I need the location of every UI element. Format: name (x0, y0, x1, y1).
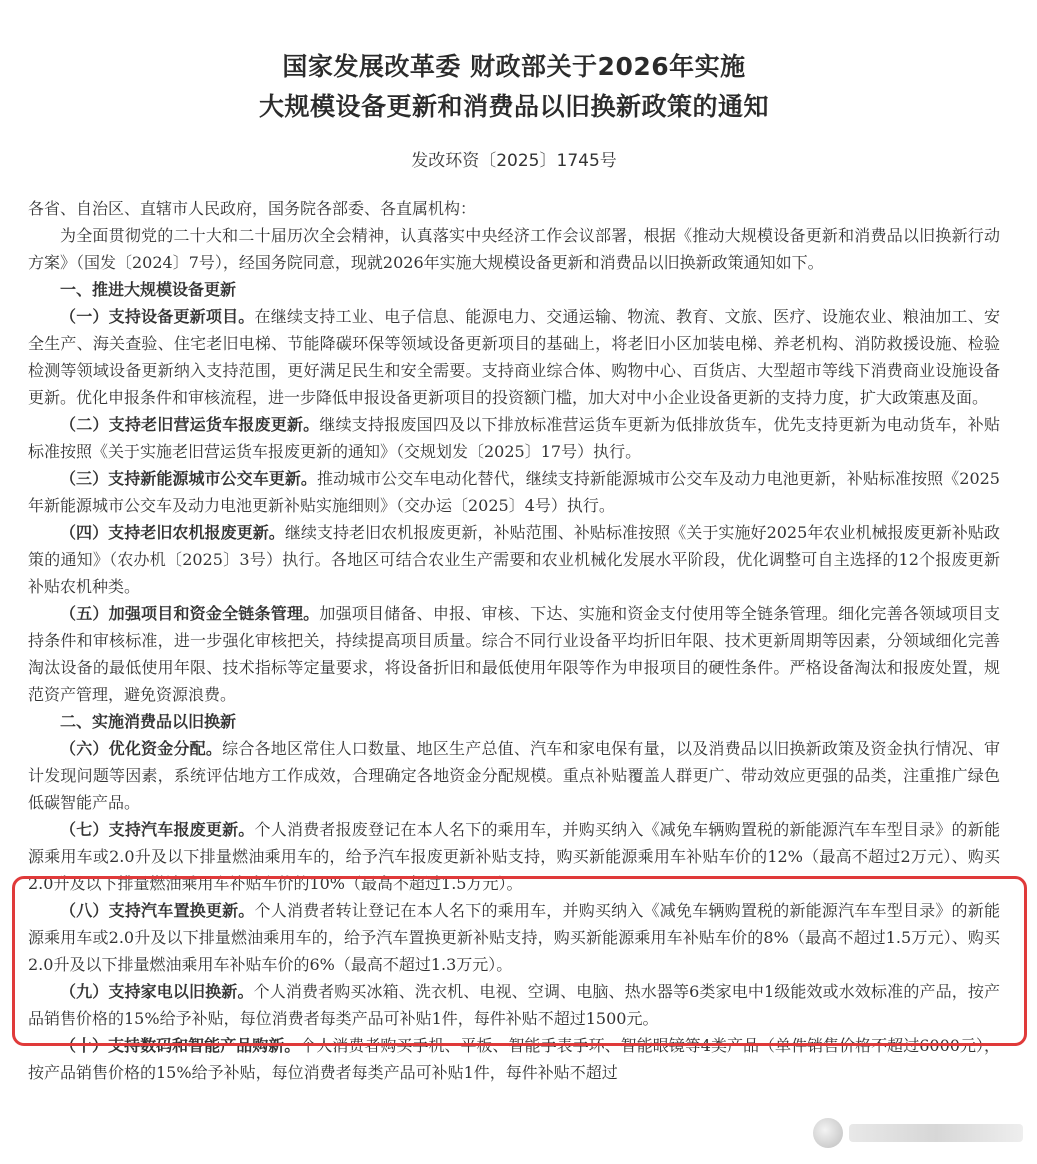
section-1-title: 一、推进大规模设备更新 (60, 280, 237, 299)
paragraph-6-body: 综合各地区常住人口数量、地区生产总值、汽车和家电保有量，以及消费品以旧换新政策及资金执行情况、审计发现问题等因素，系统评估地方工作成效，合理确定各地资金分配规模。重点补贴覆盖人群更广、带动效应更强的品类，注重推广绿色低碳智能产品。 (28, 739, 1000, 812)
paragraph-4-heading: （四）支持老旧农机报废更新。 (60, 523, 285, 542)
salutation: 各省、自治区、直辖市人民政府，国务院各部委、各直属机构： (28, 199, 477, 218)
document (28, 0, 1000, 1086)
paragraph-4 (28, 519, 1000, 600)
paragraph-3 (28, 465, 1000, 519)
paragraph-1-heading: （一）支持设备更新项目。 (60, 307, 255, 326)
paragraph-1-body: 在继续支持工业、电子信息、能源电力、交通运输、物流、教育、文旅、医疗、设施农业、粮油加工、安全生产、海关查验、住宅老旧电梯、节能降碳环保等领域设备更新项目的基础上，将老旧小区加装电梯、养老机构、消防救援设施、检验检测等领域设备更新纳入支持范围，更好满足民生和安全需要。支持商业综合体、购物中心、百货店、大型超市等线下消费商业设施设备更新。优化申报条件和审核流程，进一步降低申报设备更新项目的投资额门槛，加大对中小企业设备更新的支持力度，扩大政策惠及面。 (28, 307, 1000, 407)
watermark (813, 1116, 1023, 1150)
paragraph-5-heading: （五）加强项目和资金全链条管理。 (60, 604, 320, 623)
section-2-title: 二、实施消费品以旧换新 (60, 712, 237, 731)
paragraph-1 (28, 303, 1000, 411)
paragraph-5 (28, 600, 1000, 708)
paragraph-7-heading: （七）支持汽车报废更新。 (60, 820, 255, 839)
paragraph-6-heading: （六）优化资金分配。 (60, 739, 223, 758)
paragraph-9-heading: （九）支持家电以旧换新。 (60, 982, 254, 1001)
paragraph-3-body: 推动城市公交车电动化替代，继续支持新能源城市公交车及动力电池更新，补贴标准按照《2025年新能源城市公交车及动力电池更新补贴实施细则》（交办运〔2025〕4号）执行。 (28, 469, 1000, 515)
paragraph-7 (28, 816, 1000, 897)
title-line-1: 国家发展改革委 财政部关于2026年实施 (282, 52, 746, 81)
document-body (28, 195, 1000, 1086)
paragraph-8 (28, 897, 1000, 978)
paragraph-5-body: 加强项目储备、申报、审核、下达、实施和资金支付使用等全链条管理。细化完善各领域项目支持条件和审核标准，进一步强化审核把关，持续提高项目质量。综合不同行业设备平均折旧年限、技术更新周期等因素，分领域细化完善淘汰设备的最低使用年限、技术指标等定量要求，将设备折旧和最低使用年限等作为申报项目的硬性条件。严格设备淘汰和报废处置，规范资产管理，避免资源浪费。 (28, 604, 1000, 704)
watermark-logo-icon (813, 1118, 843, 1148)
paragraph-9-body: 个人消费者购买冰箱、洗衣机、电视、空调、电脑、热水器等6类家电中1级能效或水效标准的产品，按产品销售价格的15%给予补贴，每位消费者每类产品可补贴1件，每件补贴不超过1500元。 (28, 982, 1000, 1028)
title-line-2: 大规模设备更新和消费品以旧换新政策的通知 (258, 92, 769, 121)
paragraph-9 (28, 978, 1000, 1032)
paragraph-7-body: 个人消费者报废登记在本人名下的乘用车，并购买纳入《减免车辆购置税的新能源汽车车型目录》的新能源乘用车或2.0升及以下排量燃油乘用车的，给予汽车报废更新补贴支持，购买新能源乘用车补贴车价的12%（最高不超过2万元）、购买2.0升及以下排量燃油乘用车补贴车价的10%（最高不超过1.5万元）。 (28, 820, 1000, 893)
paragraph-2 (28, 411, 1000, 465)
document-number: 发改环资〔2025〕1745号 (411, 151, 617, 171)
intro-paragraph: 为全面贯彻党的二十大和二十届历次全会精神，认真落实中央经济工作会议部署，根据《推动大规模设备更新和消费品以旧换新行动方案》（国发〔2024〕7号），经国务院同意，现就2026年实施大规模设备更新和消费品以旧换新政策通知如下。 (28, 226, 1000, 272)
paragraph-6 (28, 735, 1000, 816)
paragraph-10-body: 个人消费者购买手机、平板、智能手表手环、智能眼镜等4类产品（单件销售价格不超过6000元），按产品销售价格的15%给予补贴，每位消费者每类产品可补贴1件，每件补贴不超过 (28, 1036, 1000, 1082)
paragraph-2-heading: （二）支持老旧营运货车报废更新。 (60, 415, 320, 434)
paragraph-2-body: 继续支持报废国四及以下排放标准营运货车更新为低排放货车，优先支持更新为电动货车，补贴标准按照《关于实施老旧营运货车报废更新的通知》（交规划发〔2025〕17号）执行。 (28, 415, 1000, 461)
paragraph-3-heading: （三）支持新能源城市公交车更新。 (60, 469, 317, 488)
paragraph-10-heading: （十）支持数码和智能产品购新。 (60, 1036, 301, 1055)
watermark-text-blur (849, 1124, 1023, 1142)
paragraph-4-body: 继续支持老旧农机报废更新，补贴范围、补贴标准按照《关于实施好2025年农业机械报废更新补贴政策的通知》（农办机〔2025〕3号）执行。各地区可结合农业生产需要和农业机械化发展水平阶段，优化调整可自主选择的12个报废更新补贴农机种类。 (28, 523, 1000, 596)
paragraph-10 (28, 1032, 1000, 1086)
paragraph-8-body: 个人消费者转让登记在本人名下的乘用车，并购买纳入《减免车辆购置税的新能源汽车车型目录》的新能源乘用车或2.0升及以下排量燃油乘用车的，给予汽车置换更新补贴支持，购买新能源乘用车补贴车价的8%（最高不超过1.5万元）、购买2.0升及以下排量燃油乘用车补贴车价的6%（最高不超过1.3万元）。 (28, 901, 1000, 974)
paragraph-8-heading: （八）支持汽车置换更新。 (60, 901, 255, 920)
